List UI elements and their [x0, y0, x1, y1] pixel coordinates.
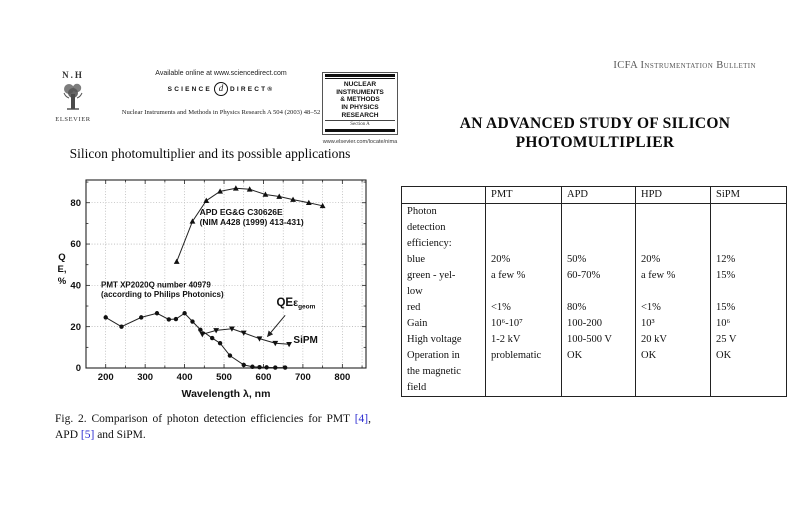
table-line: <1% — [641, 302, 661, 313]
paper-title-line1: AN ADVANCED STUDY OF SILICON — [459, 115, 731, 132]
comparison-table — [401, 186, 787, 397]
table-header-cell — [402, 187, 486, 204]
table-line: detection — [407, 222, 446, 233]
table-column-cell — [562, 204, 636, 397]
svg-text:600: 600 — [255, 372, 272, 383]
y-axis-label: E, — [57, 264, 67, 275]
available-online-text: Available online at www.sciencedirect.com — [155, 70, 287, 77]
svg-text:400: 400 — [176, 372, 193, 383]
sciencedirect-science-text: SCIENCE — [167, 85, 212, 93]
journal-reference: Nuclear Instruments and Methods in Physics Research A 504 (2003) 48–52 — [121, 109, 321, 116]
x-axis-label: Wavelength λ, nm — [181, 388, 271, 400]
table-line — [491, 204, 561, 220]
table-line: 20 kV — [641, 334, 667, 345]
svg-text:700: 700 — [294, 372, 311, 383]
table-line: efficiency: — [407, 238, 452, 249]
table-header-cell: HPD — [636, 187, 711, 204]
table-line: a few % — [641, 270, 676, 281]
y-axis-label: % — [57, 276, 67, 287]
journal-cover-line: & METHODS — [340, 96, 380, 104]
table-line: field — [407, 382, 427, 393]
annotation-arrow — [267, 315, 285, 336]
table-line — [641, 364, 710, 380]
cover-top-bar — [325, 74, 395, 77]
table-line — [491, 236, 561, 252]
table-line: 10⁶-10⁷ — [491, 318, 523, 329]
caption-ref-5[interactable]: [5] — [80, 428, 95, 441]
chart-annotation: SiPM — [293, 334, 318, 346]
table-line: OK — [567, 350, 583, 361]
table-line: Gain — [407, 318, 428, 329]
sciencedirect-block — [116, 70, 326, 116]
table-line — [716, 284, 786, 300]
svg-text:300: 300 — [137, 372, 154, 383]
paper-title-line2: PHOTOMULTIPLIER — [515, 134, 675, 151]
cover-bottom-bar — [325, 129, 395, 132]
table-line: 20% — [641, 254, 661, 265]
table-line: blue — [407, 254, 426, 265]
journal-cover-line: NUCLEAR — [343, 81, 377, 89]
table-line: Photon — [407, 206, 437, 217]
caption-text-2: , APD — [55, 413, 371, 441]
table-line — [716, 380, 786, 396]
table-line — [716, 236, 786, 252]
table-line — [716, 204, 786, 220]
table-column-cell — [402, 204, 486, 397]
svg-text:40: 40 — [70, 280, 81, 292]
table-line: a few % — [491, 270, 526, 281]
sciencedirect-d-icon: d — [214, 82, 228, 96]
table-line: 25 V — [716, 334, 737, 345]
caption-text-3: and SiPM. — [94, 428, 146, 441]
sciencedirect-logo — [116, 82, 326, 96]
svg-text:200: 200 — [97, 372, 114, 383]
table-header-cell: SiPM — [711, 187, 787, 204]
table-line: Operation in — [407, 350, 460, 361]
caption-text-1: Fig. 2. Comparison of photon detection efficiencies for PMT — [55, 413, 355, 425]
table-column-cell — [486, 204, 562, 397]
table-line: OK — [716, 350, 732, 361]
table-line — [567, 204, 635, 220]
table-line — [641, 204, 710, 220]
table-line: 12% — [716, 254, 736, 265]
table-line — [491, 364, 561, 380]
paper-title — [412, 114, 778, 152]
svg-text:60: 60 — [70, 239, 81, 251]
elsevier-logo — [52, 70, 94, 123]
comparison-table-grid — [401, 186, 787, 397]
figure-2-chart — [50, 172, 376, 402]
table-header-cell: PMT — [486, 187, 562, 204]
table-line: 20% — [491, 254, 511, 265]
svg-text:80: 80 — [70, 197, 81, 209]
svg-text:20: 20 — [70, 321, 81, 333]
journal-cover-line: RESEARCH — [341, 111, 379, 119]
table-line — [491, 284, 561, 300]
table-line: High voltage — [407, 334, 462, 345]
table-line: low — [407, 286, 423, 297]
journal-section: Section A — [325, 120, 395, 127]
table-line — [641, 284, 710, 300]
cover-top-bar-2 — [325, 78, 395, 79]
table-column-cell — [636, 204, 711, 397]
table-line: green - yel- — [407, 270, 456, 281]
pde-comparison-chart — [50, 172, 376, 402]
table-line — [641, 220, 710, 236]
table-column-cell — [711, 204, 787, 397]
table-line — [641, 236, 710, 252]
table-line: <1% — [491, 302, 511, 313]
table-line — [491, 220, 561, 236]
table-line: the magnetic — [407, 366, 461, 377]
svg-text:0: 0 — [75, 363, 81, 375]
qe-epsilon-label: QEε$_{geom}$ — [276, 297, 316, 311]
journal-url: www.elsevier.com/locate/nima — [322, 138, 398, 145]
journal-cover-box — [322, 72, 398, 145]
journal-cover-line: INSTRUMENTS — [336, 88, 384, 96]
table-line: 10³ — [641, 318, 655, 329]
table-line: 80% — [567, 302, 587, 313]
journal-cover-line: IN PHYSICS — [341, 103, 379, 111]
table-line — [567, 380, 635, 396]
table-line: 60-70% — [567, 270, 601, 281]
bulletin-header: ICFA Instrumentation Bulletin — [613, 60, 756, 71]
table-line: 50% — [567, 254, 587, 265]
table-line: 100-200 — [567, 318, 602, 329]
table-line — [567, 236, 635, 252]
table-line: 1-2 kV — [491, 334, 521, 345]
table-header-cell: APD — [562, 187, 636, 204]
y-axis-label: Q — [58, 252, 66, 263]
elsevier-name: ELSEVIER — [55, 116, 91, 123]
chart-annotation: APD EG&G C30626E (NIM A428 (1999) 413-431) — [199, 207, 304, 228]
table-line: 15% — [716, 302, 736, 313]
table-line — [641, 380, 710, 396]
table-line: OK — [641, 350, 657, 361]
table-line — [716, 364, 786, 380]
article-title: Silicon photomultiplier and its possible applications — [69, 146, 351, 161]
table-line — [567, 284, 635, 300]
table-line — [491, 380, 561, 396]
figure-caption — [55, 412, 371, 443]
caption-ref-4[interactable]: [4] — [354, 413, 369, 425]
table-line — [716, 220, 786, 236]
table-line — [567, 220, 635, 236]
chart-annotation: PMT XP2020Q number 40979 (according to Philips Photonics) — [100, 280, 224, 299]
table-line: 15% — [716, 270, 736, 281]
journal-cover-title — [325, 81, 395, 119]
table-line: 10⁶ — [716, 318, 731, 329]
sciencedirect-direct-text: DIRECT® — [229, 85, 275, 93]
elsevier-logo-letters: N.H — [62, 70, 84, 80]
svg-text:500: 500 — [216, 372, 232, 383]
table-line: problematic — [491, 350, 542, 361]
table-line: 100-500 V — [567, 334, 613, 345]
table-line — [567, 364, 635, 380]
svg-text:800: 800 — [334, 372, 351, 383]
elsevier-tree-icon — [60, 80, 86, 110]
table-line: red — [407, 302, 421, 313]
